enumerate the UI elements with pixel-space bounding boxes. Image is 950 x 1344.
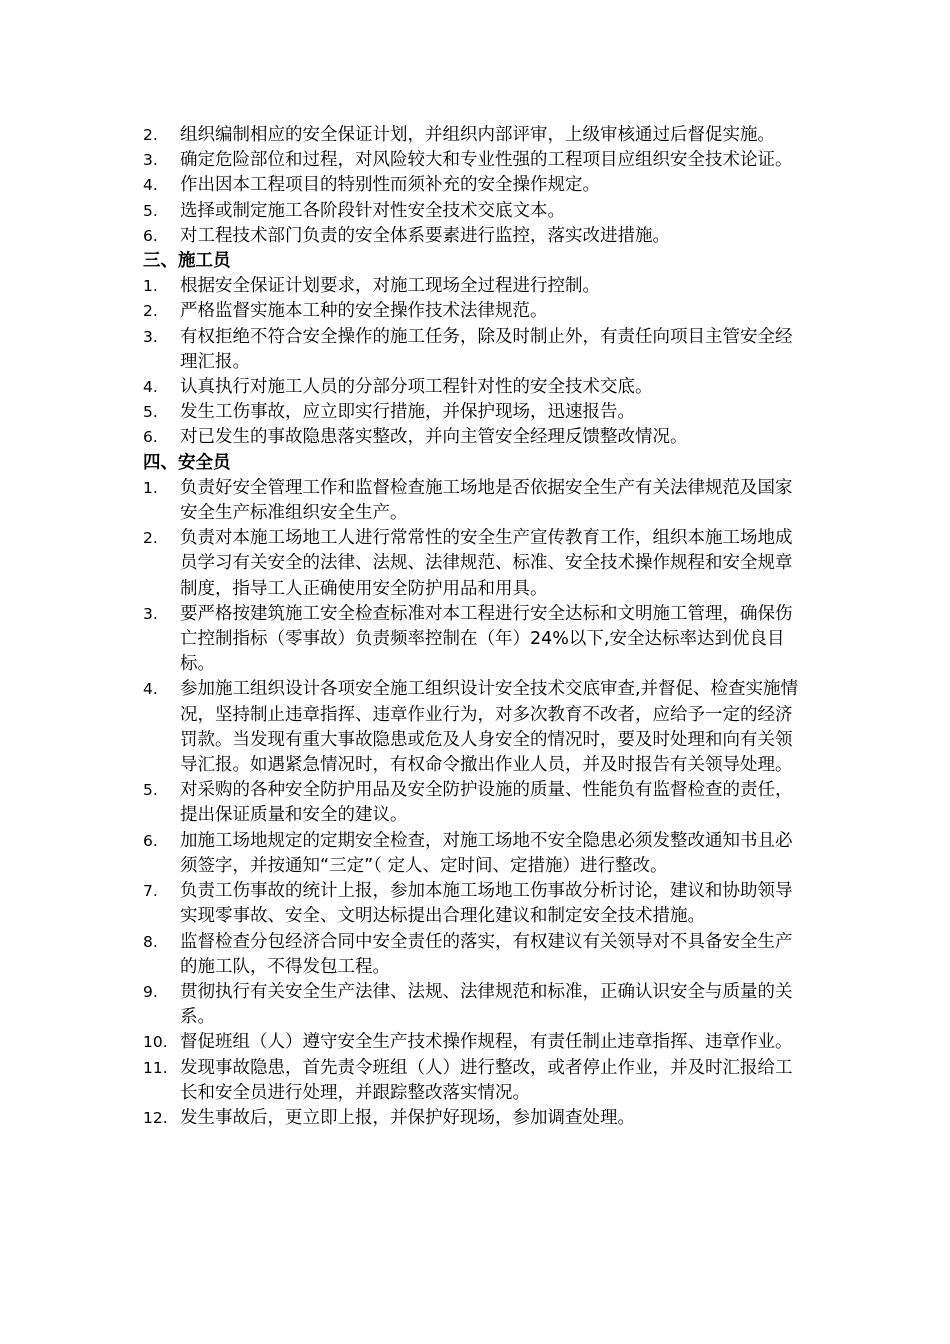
item-text: 作出因本工程项目的特别性而须补充的安全操作规定。 — [180, 175, 600, 196]
item-number: 8. — [143, 932, 158, 951]
item-number: 10. — [143, 1033, 168, 1052]
list-item — [0, 526, 806, 602]
item-text: 选择或制定施工各阶段针对性安全技术交底文本。 — [180, 200, 565, 221]
item-text: 贯彻执行有关安全生产法律、法规、法律规范和标准，正确认识安全与质量的关系。 — [180, 981, 793, 1028]
item-text: 对已发生的事故隐患落实整改，并向主管安全经理反馈整改情况。 — [180, 427, 688, 448]
item-number: 6. — [143, 831, 158, 850]
list-item — [0, 325, 806, 375]
item-text: 要严格按建筑施工安全检查标准对本工程进行安全达标和文明施工管理，确保伤亡控制指标（零事故）负责频率控制在（年）24%以下,安全达标率达到优良目标。 — [180, 603, 793, 675]
item-number: 3. — [143, 327, 158, 346]
list-item — [0, 1056, 806, 1106]
section-heading-safety-officer: 四、安全员 — [143, 452, 231, 473]
list-item — [0, 602, 806, 678]
item-number: 5. — [143, 781, 158, 800]
item-number: 7. — [143, 882, 158, 901]
list-item — [0, 199, 806, 224]
list-item — [0, 980, 806, 1030]
item-text: 负责工伤事故的统计上报，参加本施工场地工伤事故分析讨论，建议和协助领导实现零事故、安全、文明达标提出合理化建议和制定安全技术措施。 — [180, 881, 793, 927]
item-number: 9. — [143, 982, 158, 1001]
document-body — [0, 123, 950, 1131]
item-number: 6. — [143, 226, 158, 245]
item-number: 2. — [143, 126, 158, 144]
item-text: 监督检查分包经济合同中安全责任的落实，有权建议有关领导对不具备安全生产的施工队，不得发包工程。 — [180, 931, 793, 977]
list-item — [0, 123, 806, 148]
list-item — [0, 224, 806, 249]
item-number: 5. — [143, 403, 158, 422]
item-number: 4. — [143, 176, 158, 195]
list-item — [0, 274, 806, 299]
item-text: 对采购的各种安全防护用品及安全防护设施的质量、性能负有监督检查的责任，提出保证质量和安全的建议。 — [180, 780, 793, 826]
list-item — [0, 879, 806, 929]
list-item — [0, 1106, 806, 1131]
item-text: 负责好安全管理工作和监督检查施工场地是否依据安全生产有关法律规范及国家安全生产标准组织安全生产。 — [180, 477, 793, 524]
item-text: 发生事故后，更立即上报，并保护好现场，参加调查处理。 — [180, 1107, 635, 1128]
item-number: 12. — [143, 1108, 168, 1127]
item-text: 负责对本施工场地工人进行常常性的安全生产宣传教育工作，组织本施工场地成员学习有关安全的法律、法规、法律规范、标准、安全技术操作规程和安全规章制度，指导工人正确使用安全防护用品和用具。 — [180, 528, 793, 599]
item-text: 督促班组（人）遵守安全生产技术操作规程，有责任制止违章指挥、违章作业。 — [180, 1032, 793, 1053]
list-item — [0, 375, 806, 400]
list-item — [0, 829, 806, 879]
item-text: 严格监督实施本工种的安全操作技术法律规范。 — [180, 301, 548, 322]
item-number: 4. — [143, 378, 158, 397]
item-number: 1. — [143, 277, 158, 296]
item-number: 2. — [143, 529, 158, 548]
list-item — [0, 930, 806, 980]
list-item — [0, 148, 806, 173]
item-text: 认真执行对施工人员的分部分项工程针对性的安全技术交底。 — [180, 377, 653, 398]
list-item — [0, 173, 806, 198]
list-item — [0, 400, 806, 425]
list-item — [0, 425, 806, 450]
item-text: 有权拒绝不符合安全操作的施工任务，除及时制止外，有责任向项目主管安全经理汇报。 — [180, 326, 793, 372]
item-text: 加施工场地规定的定期安全检查，对施工场地不安全隐患必须发整改通知书且必须签字，并按通知“三定”（ 定人、定时间、定措施）进行整改。 — [180, 830, 793, 876]
list-item — [0, 778, 806, 828]
item-number: 3. — [143, 151, 158, 170]
list-item — [0, 476, 806, 526]
item-text: 根据安全保证计划要求，对施工现场全过程进行控制。 — [180, 276, 600, 297]
list-item — [0, 1030, 806, 1055]
item-text: 组织编制相应的安全保证计划，并组织内部评审，上级审核通过后督促实施。 — [180, 125, 775, 145]
item-text: 参加施工组织设计各项安全施工组织设计安全技术交底审查,并督促、检查实施情况，坚持制止违章指挥、违章作业行为，对多次教育不改者，应给予一定的经济罚款。当发现有重大事故隐患或危及人身安全的情况时，要及时处理和向有关领导汇报。如遇紧急情况时，有权命令撤出作业人员，并及时报告有关领导处理。 — [180, 679, 799, 776]
item-text: 发现事故隐患，首先责令班组（人）进行整改，或者停止作业，并及时汇报给工长和安全员进行处理，并跟踪整改落实情况。 — [180, 1057, 793, 1103]
item-text: 发生工伤事故，应立即实行措施，并保护现场，迅速报告。 — [180, 402, 635, 423]
item-number: 4. — [143, 680, 158, 699]
item-number: 1. — [143, 478, 158, 497]
list-item — [0, 299, 806, 324]
list-item — [0, 677, 806, 778]
item-text: 确定危险部位和过程，对风险较大和专业性强的工程项目应组织安全技术论证。 — [180, 150, 793, 171]
item-number: 11. — [143, 1058, 168, 1077]
item-number: 5. — [143, 201, 158, 220]
item-text: 对工程技术部门负责的安全体系要素进行监控，落实改进措施。 — [180, 225, 670, 246]
section-heading-construction-worker: 三、施工员 — [143, 251, 231, 272]
item-number: 3. — [143, 604, 158, 623]
item-number: 6. — [143, 428, 158, 447]
item-number: 2. — [143, 302, 158, 321]
